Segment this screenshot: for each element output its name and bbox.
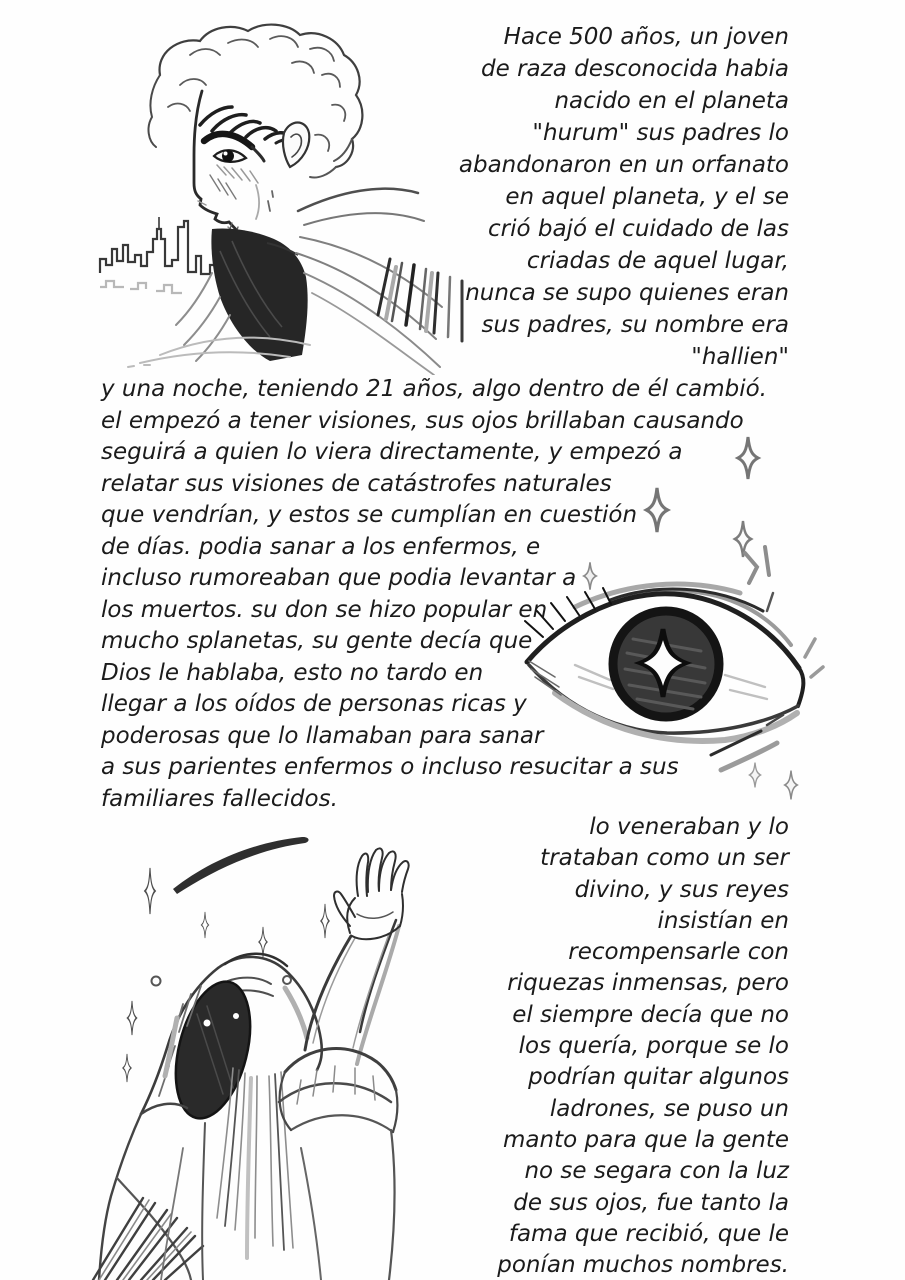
portrait-illustration [60, 15, 500, 375]
story-line: recompensarle con [568, 939, 789, 966]
story-line: no se segara con la luz [524, 1158, 789, 1185]
hood-opening [163, 974, 263, 1126]
story-line: de raza desconocida habia [481, 56, 789, 82]
story-line: relatar sus visiones de catástrofes naturales [101, 470, 612, 497]
story-line: Dios le hablaba, esto no tardo en [101, 659, 484, 686]
story-line: a sus parientes enfermos o incluso resucitar a sus [101, 754, 679, 780]
eye-pupil [222, 150, 234, 162]
city-skyline-icon [100, 217, 223, 293]
curly-hair-sketch [149, 25, 363, 178]
paragraph-origin [459, 21, 789, 373]
story-line: abandonaron en un orfanato [458, 152, 789, 178]
paragraph-veneration [497, 812, 789, 1280]
story-line: podrían quitar algunos [528, 1064, 789, 1091]
story-line: riquezas inmensas, pero [507, 970, 789, 997]
story-line: familiares fallecidos. [101, 785, 338, 812]
open-hand-sketch [334, 848, 409, 939]
story-line: incluso rumoreaban que podia levantar a [101, 565, 577, 591]
story-line: crió bajó el cuidado de las [487, 216, 789, 242]
story-line: y una noche, teniendo 21 años, algo dentro de él cambió. [101, 376, 767, 402]
story-line: ponían muchos nombres. [497, 1252, 789, 1279]
story-line: manto para que la gente [503, 1126, 789, 1153]
story-line: poderosas que lo llamaban para sanar [101, 722, 544, 749]
sparkle-icon [123, 868, 329, 1082]
story-line: el empezó a tener visiones, sus ojos brillaban causando [101, 407, 744, 434]
hooded-figure-illustration [55, 818, 485, 1280]
story-line: "hallien" [691, 344, 789, 370]
story-line: de días. podia sanar a los enfermos, e [101, 533, 541, 560]
story-line: lo veneraban y lo [589, 814, 789, 840]
story-line: sus padres, su nombre era [481, 312, 789, 338]
story-line: Hace 500 años, un joven [503, 24, 789, 50]
story-line: los quería, porque se lo [518, 1033, 789, 1060]
robe-sketch [93, 1068, 395, 1280]
story-line: que vendrían, y estos se cumplían en cuestión [101, 502, 638, 528]
story-line: de sus ojos, fue tanto la [513, 1189, 789, 1216]
story-line: nacido en el planeta [554, 88, 789, 114]
story-line: nunca se supo quienes eran [465, 280, 789, 306]
paragraph-visions [101, 374, 767, 815]
comet-arc-icon [173, 837, 309, 894]
story-line: "hurum" sus padres lo [532, 120, 789, 146]
story-line: criadas de aquel lugar, [526, 248, 789, 274]
ear-sketch [283, 123, 309, 168]
story-line: divino, y sus reyes [574, 876, 789, 903]
story-line: insistían en [657, 907, 789, 934]
story-line: llegar a los oídos de personas ricas y [101, 691, 527, 717]
shoulder-drapery-sketch [128, 189, 462, 375]
story-line: mucho splanetas, su gente decía que [101, 628, 533, 654]
story-line: fama que recibió, que le [508, 1220, 789, 1247]
story-line: los muertos. su don se hizo popular en [101, 596, 548, 623]
hood-sketch [141, 954, 322, 1126]
story-line: en aquel planeta, y el se [505, 184, 789, 210]
raised-arm-sketch [279, 920, 399, 1132]
story-line: el siempre decía que no [512, 1001, 789, 1028]
story-line: trataban como un ser [540, 845, 789, 872]
story-line: ladrones, se puso un [549, 1095, 789, 1122]
collar-shading-sketch [211, 228, 307, 361]
face-profile-sketch [194, 91, 309, 243]
story-line: seguirá a quien lo viera directamente, y empezó a [101, 439, 683, 465]
